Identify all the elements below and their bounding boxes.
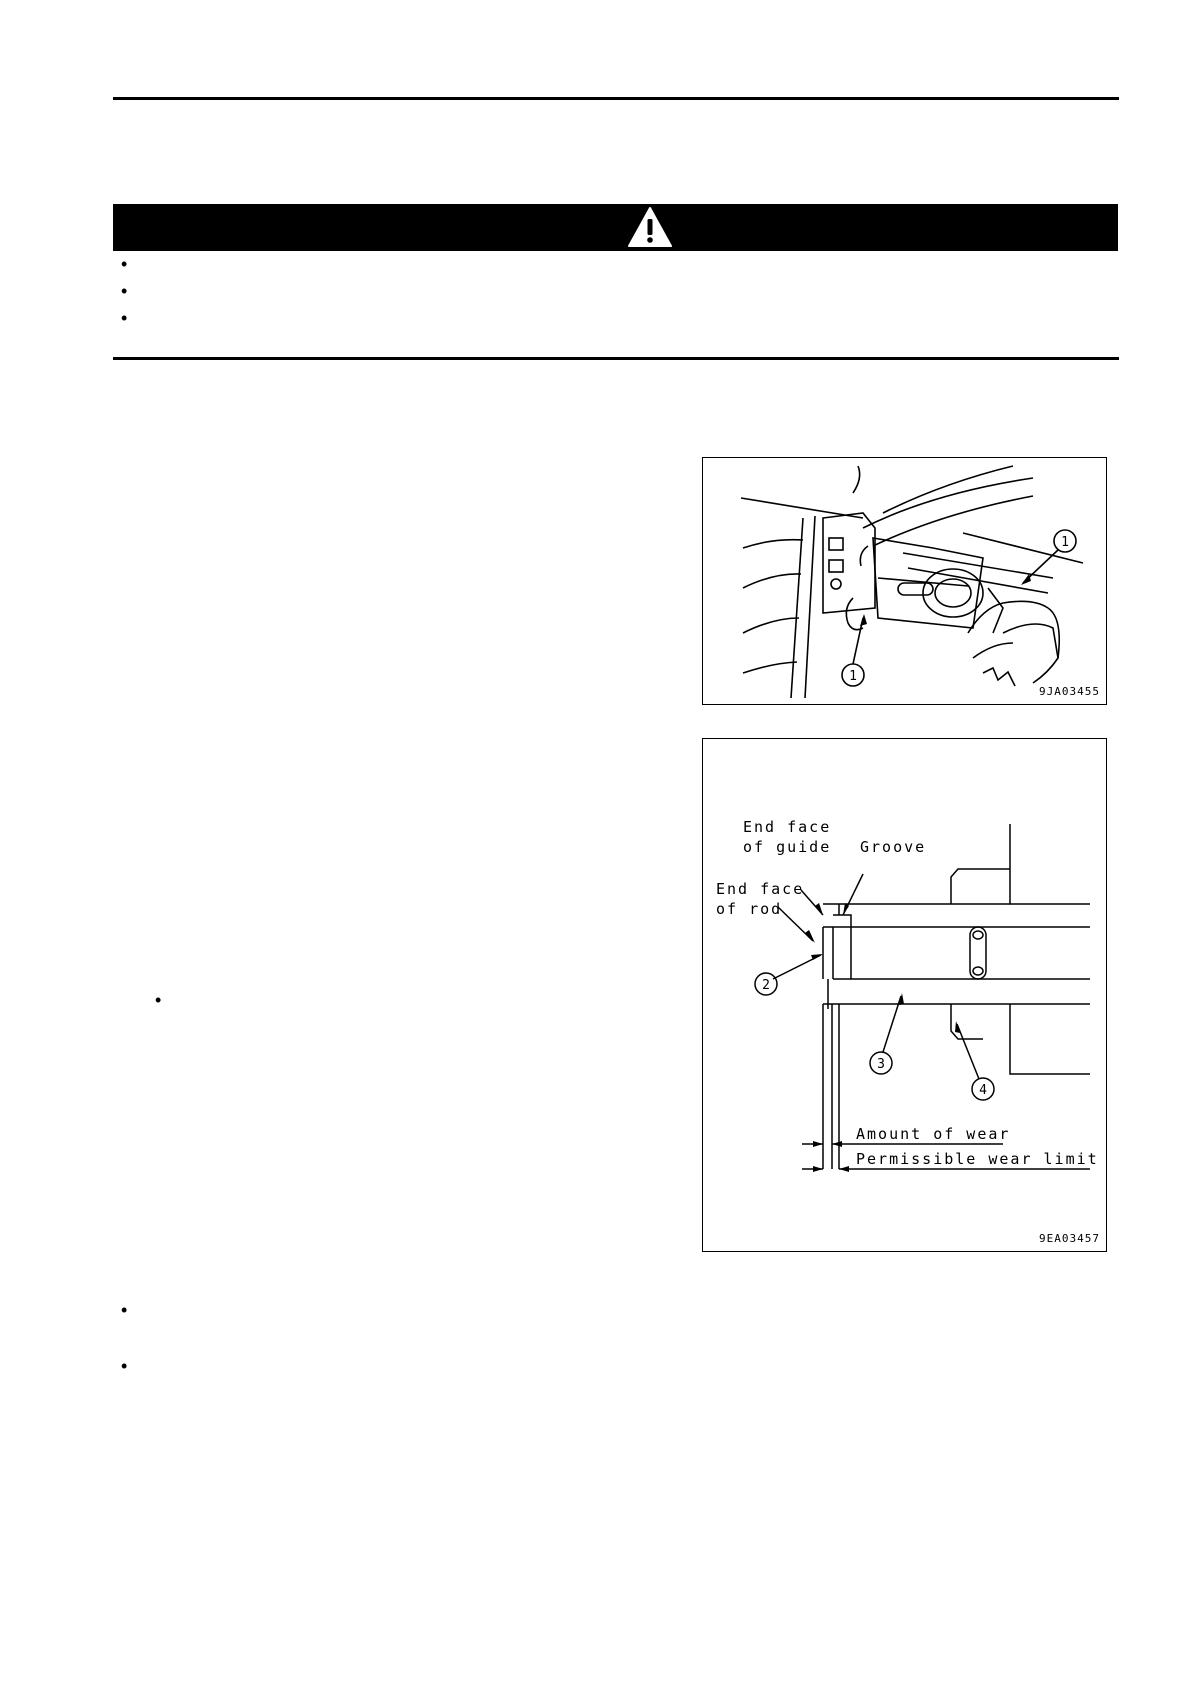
machine-illustration — [703, 458, 1105, 703]
label-end-face-rod-1: End face — [716, 880, 805, 898]
figure2-code: 9EA03457 — [1039, 1232, 1100, 1245]
body-bullet-bottom-1: • — [121, 1300, 128, 1320]
body-bullet-bottom-2: • — [121, 1356, 128, 1376]
body-bullet-left: • — [155, 990, 162, 1010]
warning-bottom-rule — [113, 357, 1119, 360]
figure-cylinder-location — [702, 457, 1107, 705]
label-end-face-guide-2: of guide — [743, 838, 832, 856]
warning-bullet-3: • — [121, 308, 128, 328]
label-groove: Groove — [860, 838, 927, 856]
label-end-face-rod-2: of rod — [716, 900, 783, 918]
warning-triangle-icon — [626, 205, 674, 249]
callout-4: 4 — [979, 1083, 987, 1098]
label-end-face-guide-1: End face — [743, 818, 832, 836]
top-rule — [113, 97, 1119, 100]
warning-banner — [113, 204, 1118, 251]
figure-wear-diagram — [702, 738, 1107, 1252]
callout-1-right: 1 — [1061, 535, 1069, 550]
callout-3: 3 — [877, 1057, 885, 1072]
label-amount-of-wear: Amount of wear — [856, 1125, 1011, 1143]
label-permissible-wear-limit: Permissible wear limit — [856, 1150, 1099, 1168]
warning-bullet-2: • — [121, 281, 128, 301]
figure1-code: 9JA03455 — [1039, 685, 1100, 698]
callout-2: 2 — [762, 978, 770, 993]
wear-diagram — [703, 739, 1105, 1250]
callout-1-bottom: 1 — [849, 669, 857, 684]
warning-bullet-1: • — [121, 254, 128, 274]
